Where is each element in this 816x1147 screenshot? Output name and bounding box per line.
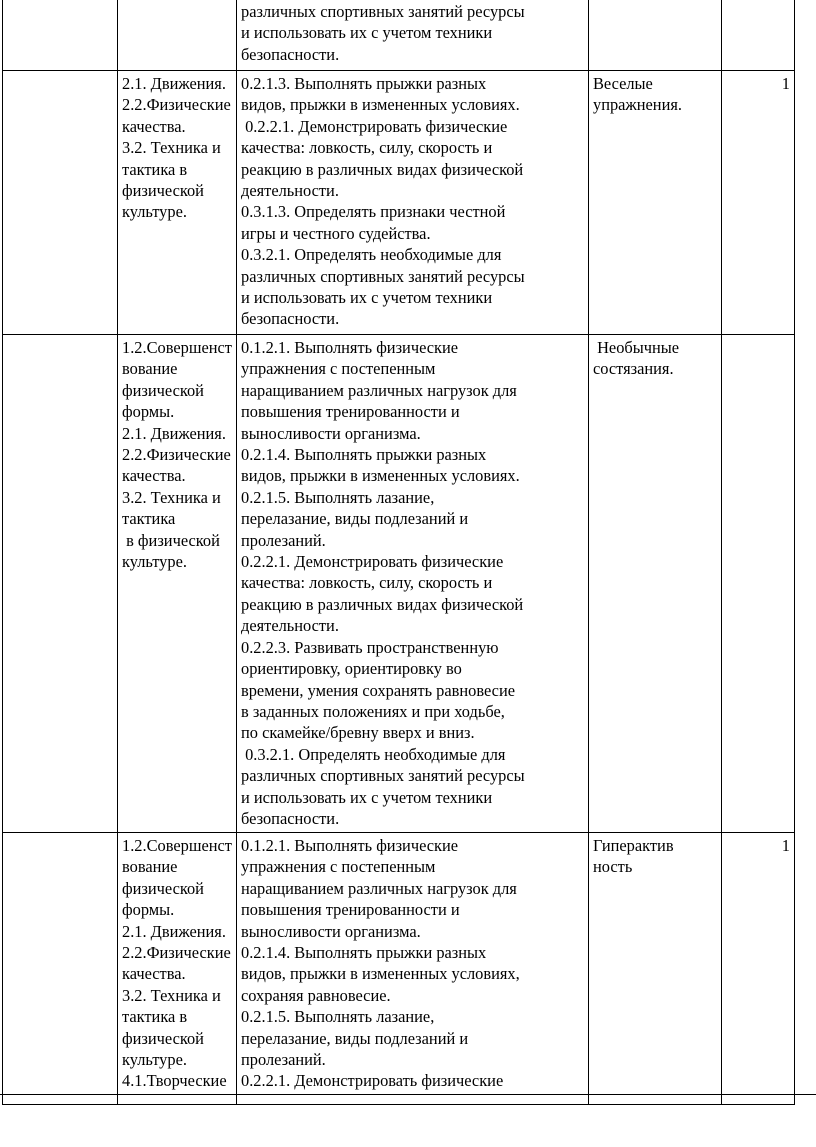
hours-cell <box>722 0 795 71</box>
tasks-cell-line: 0.2.2.1. Демонстрировать физические <box>241 1071 504 1091</box>
lesson-cell-line: Необычные <box>593 338 680 357</box>
hours-cell <box>722 833 795 1105</box>
tasks-cell-line: сохраняя равновесие. <box>241 985 391 1005</box>
tasks-cell-line: по скамейке/бревну вверх и вниз. <box>241 723 475 743</box>
topic-cell-line: культуре. <box>122 202 187 222</box>
number-cell <box>3 0 118 71</box>
tasks-cell-line: 0.3.2.1. Определять необходимые для <box>241 245 502 265</box>
tasks-cell-line: времени, умения сохранять равновесие <box>241 680 515 700</box>
tasks-cell-line: выносливости организма. <box>241 423 421 443</box>
topic-cell-line: 2.2.Физические <box>122 445 231 465</box>
topic-cell-line: 3.2. Техника и <box>122 138 221 158</box>
topic-cell <box>118 335 237 833</box>
topic-cell-line: в физической <box>122 530 220 550</box>
tasks-cell <box>237 0 589 71</box>
topic-cell-line: 2.1. Движения. <box>122 921 226 941</box>
topic-cell-line: физической <box>122 1028 204 1048</box>
page-bottom-rule <box>0 1094 816 1095</box>
number-cell <box>3 71 118 335</box>
tasks-cell-line: перелазание, виды подлезаний и <box>241 1028 469 1048</box>
tasks-cell-line: наращиванием различных нагрузок для <box>241 878 517 898</box>
tasks-cell-line: 0.1.2.1. Выполнять физические <box>241 338 459 357</box>
tasks-cell-line: 0.3.2.1. Определять необходимые для <box>241 744 506 764</box>
table-row <box>3 335 795 833</box>
tasks-cell-line: деятельности. <box>241 181 339 201</box>
tasks-cell-line: 0.2.1.3. Выполнять прыжки разных <box>241 74 487 93</box>
lesson-cell-line: Гиперактив <box>593 836 674 855</box>
tasks-cell-line: перелазание, виды подлезаний и <box>241 509 469 529</box>
topic-cell-line: формы. <box>122 402 175 422</box>
table-row <box>3 71 795 335</box>
tasks-cell-line: выносливости организма. <box>241 921 421 941</box>
tasks-cell-line: 0.2.1.4. Выполнять прыжки разных <box>241 943 487 963</box>
topic-cell <box>118 0 237 71</box>
topic-cell-line: формы. <box>122 900 175 920</box>
tasks-cell <box>237 833 589 1105</box>
tasks-cell-line: безопасности. <box>241 808 340 828</box>
tasks-cell-line: пролезаний. <box>241 530 326 550</box>
topic-cell-line: качества. <box>122 466 186 486</box>
topic-cell-line: физической <box>122 380 204 400</box>
tasks-cell-line: наращиванием различных нагрузок для <box>241 380 517 400</box>
lesson-cell-line: упражнения. <box>593 95 682 115</box>
lesson-cell <box>589 0 722 71</box>
tasks-cell-line: 0.2.1.4. Выполнять прыжки разных <box>241 445 487 465</box>
tasks-cell-line: и использовать их с учетом техники <box>241 288 493 308</box>
topic-cell-line: вование <box>122 359 178 379</box>
hours-cell <box>722 335 795 833</box>
number-cell <box>3 833 118 1105</box>
tasks-cell-line: видов, прыжки в измененных условиях, <box>241 964 520 984</box>
lesson-cell <box>589 335 722 833</box>
topic-cell-line: 2.2.Физические <box>122 943 231 963</box>
topic-cell-line: 1.2.Совершенст <box>122 836 232 855</box>
topic-cell-line: качества. <box>122 116 186 136</box>
topic-cell-line: 2.2.Физические <box>122 95 231 115</box>
tasks-cell-line: реакцию в различных видах физической <box>241 159 524 179</box>
tasks-cell-line: безопасности. <box>241 44 340 64</box>
hours-cell <box>722 71 795 335</box>
topic-cell-line: физической <box>122 878 204 898</box>
tasks-cell-line: 0.3.1.3. Определять признаки честной <box>241 202 506 222</box>
table-row <box>3 0 795 71</box>
lesson-cell-line: состязания. <box>593 359 674 379</box>
topic-cell-line: 2.1. Движения. <box>122 74 226 93</box>
topic-cell <box>118 833 237 1105</box>
tasks-cell-line: пролезаний. <box>241 1050 326 1070</box>
tasks-cell-line: 0.2.2.1. Демонстрировать физические <box>241 552 504 572</box>
tasks-cell-line: ориентировку, ориентировку во <box>241 659 462 679</box>
tasks-cell-line: качества: ловкость, силу, скорость и <box>241 138 493 158</box>
tasks-cell-line: 0.2.1.5. Выполнять лазание, <box>241 487 435 507</box>
topic-cell-line: тактика <box>122 509 176 529</box>
tasks-cell-line: 0.2.2.3. Развивать пространственную <box>241 637 499 657</box>
tasks-cell-line: упражнения с постепенным <box>241 857 436 877</box>
topic-cell-line: 3.2. Техника и <box>122 487 221 507</box>
tasks-cell-line: 0.1.2.1. Выполнять физические <box>241 836 459 855</box>
lesson-cell <box>589 71 722 335</box>
tasks-cell-line: и использовать их с учетом техники <box>241 23 493 43</box>
lesson-cell-line: ность <box>593 857 633 877</box>
tasks-cell-line: повышения тренированности и <box>241 402 460 422</box>
topic-cell-line: культуре. <box>122 552 187 572</box>
number-cell <box>3 335 118 833</box>
tasks-cell-line: безопасности. <box>241 309 340 329</box>
tasks-cell-line: различных спортивных занятий ресурсы <box>241 2 525 21</box>
tasks-cell-line: упражнения с постепенным <box>241 359 436 379</box>
tasks-cell-line: видов, прыжки в измененных условиях. <box>241 466 520 486</box>
tasks-cell-line: видов, прыжки в измененных условиях. <box>241 95 520 115</box>
tasks-cell-line: качества: ловкость, силу, скорость и <box>241 573 493 593</box>
table-row <box>3 833 795 1105</box>
topic-cell-line: тактика в <box>122 159 188 179</box>
topic-cell-line: культуре. <box>122 1050 187 1070</box>
topic-cell-line: вование <box>122 857 178 877</box>
topic-cell-line: тактика в <box>122 1007 188 1027</box>
tasks-cell-line: и использовать их с учетом техники <box>241 787 493 807</box>
topic-cell-line: 2.1. Движения. <box>122 423 226 443</box>
tasks-cell-line: различных спортивных занятий ресурсы <box>241 266 525 286</box>
lesson-cell-line: Веселые <box>593 74 653 93</box>
tasks-cell-line: деятельности. <box>241 616 339 636</box>
tasks-cell-line: различных спортивных занятий ресурсы <box>241 766 525 786</box>
tasks-cell-line: в заданных положениях и при ходьбе, <box>241 701 505 721</box>
topic-cell-line: физической <box>122 181 204 201</box>
tasks-cell-line: игры и честного судейства. <box>241 223 431 243</box>
topic-cell-line: 3.2. Техника и <box>122 985 221 1005</box>
tasks-cell-line: реакцию в различных видах физической <box>241 594 524 614</box>
lesson-cell <box>589 833 722 1105</box>
lesson-plan-table <box>2 0 795 1105</box>
tasks-cell-line: 0.2.1.5. Выполнять лазание, <box>241 1007 435 1027</box>
tasks-cell <box>237 71 589 335</box>
topic-cell <box>118 71 237 335</box>
topic-cell-line: 1.2.Совершенст <box>122 338 232 357</box>
topic-cell-line: качества. <box>122 964 186 984</box>
hours-cell-value: 1 <box>781 836 790 855</box>
tasks-cell <box>237 335 589 833</box>
tasks-cell-line: 0.2.2.1. Демонстрировать физические <box>241 116 508 136</box>
tasks-cell-line: повышения тренированности и <box>241 900 460 920</box>
topic-cell-line: 4.1.Творческие <box>122 1071 227 1091</box>
hours-cell-value: 1 <box>781 74 790 93</box>
